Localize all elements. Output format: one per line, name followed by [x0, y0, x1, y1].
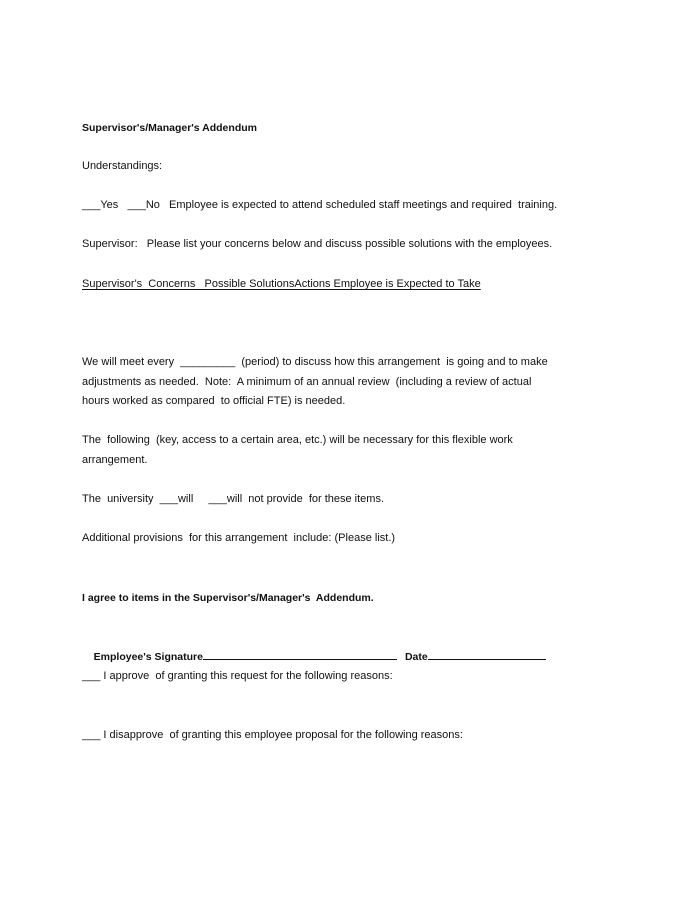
meeting-frequency-line-3: hours worked as compared to official FTE) is needed.: [82, 395, 346, 407]
university-provide-line: The university ___will ___will not provide for these items.: [82, 493, 385, 505]
addendum-title: Supervisor's/Manager's Addendum: [82, 122, 257, 134]
date-field[interactable]: [428, 648, 546, 660]
signature-label: Employee's Signature: [93, 651, 203, 663]
following-items-line-1: The following (key, access to a certain area, etc.) will be necessary for this flexible work: [82, 434, 513, 446]
understandings-label: Understandings:: [82, 160, 163, 172]
additional-provisions-line: Additional provisions for this arrangement include: (Please list.): [82, 532, 396, 544]
approve-line: ___ I approve of granting this request for the following reasons:: [82, 670, 393, 682]
yes-no-meetings-line: ___Yes ___No Employee is expected to attend scheduled staff meetings and required training.: [82, 199, 558, 211]
supervisor-instructions: Supervisor: Please list your concerns below and discuss possible solutions with the employees.: [82, 238, 553, 250]
disapprove-line: ___ I disapprove of granting this employee proposal for the following reasons:: [82, 729, 463, 741]
concerns-table-header: Supervisor's Concerns Possible SolutionsActions Employee is Expected to Take: [82, 278, 481, 290]
meeting-frequency-line-2: adjustments as needed. Note: A minimum of an annual review (including a review of actual: [82, 376, 532, 388]
date-label: Date: [404, 651, 428, 663]
following-items-line-2: arrangement.: [82, 454, 148, 466]
signature-field[interactable]: [203, 648, 397, 660]
meeting-frequency-line-1: We will meet every _________ (period) to discuss how this arrangement is going and to make: [82, 356, 548, 368]
agreement-statement: I agree to items in the Supervisor's/Manager's Addendum.: [82, 592, 374, 604]
